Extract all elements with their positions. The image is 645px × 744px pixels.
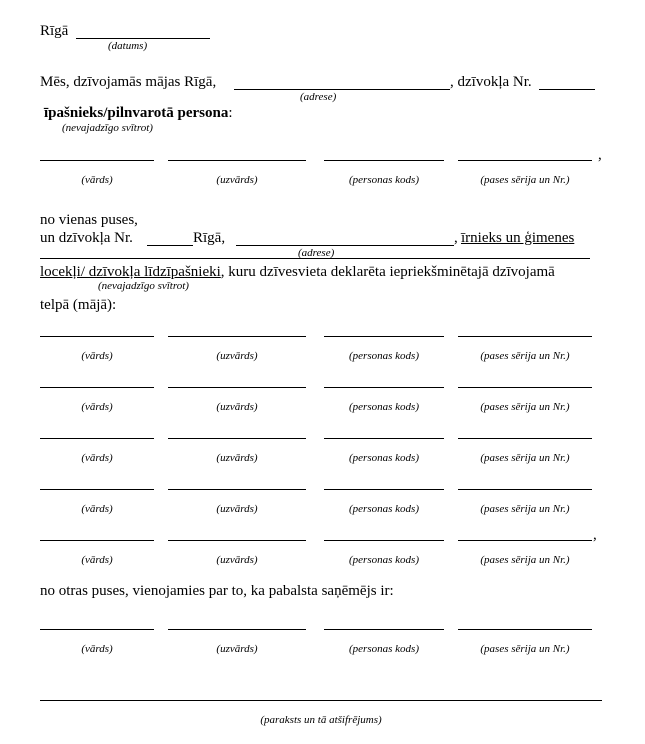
personal-code-field[interactable] <box>324 438 444 439</box>
personal-code-caption: (personas kods) <box>349 503 419 515</box>
signature-caption: (paraksts un tā atšifrējums) <box>260 714 382 726</box>
personal-code-caption: (personas kods) <box>349 401 419 413</box>
surname-field[interactable] <box>168 438 306 439</box>
name-caption: (vārds) <box>81 643 113 655</box>
owner-label-line <box>44 105 233 122</box>
passport-caption: (pases sērija un Nr.) <box>480 350 570 362</box>
owner-label: īpašnieks/pilnvarotā persona <box>44 105 229 121</box>
personal-code-caption: (personas kods) <box>349 643 419 655</box>
party-two-text: no otras puses, vienojamies par to, ka pabalsta saņēmējs ir: <box>40 583 394 599</box>
signature-line[interactable] <box>40 700 602 701</box>
surname-caption: (uzvārds) <box>216 401 258 413</box>
tenant-comma: , <box>454 230 458 246</box>
tenant-city-word: Rīgā, <box>193 230 226 246</box>
passport-field[interactable] <box>458 336 592 337</box>
party-one-text: no vienas puses, <box>40 212 138 228</box>
surname-caption: (uzvārds) <box>216 350 258 362</box>
personal-code-field[interactable] <box>324 336 444 337</box>
passport-field[interactable] <box>458 629 592 630</box>
passport-caption: (pases sērija un Nr.) <box>480 174 570 186</box>
name-field[interactable] <box>40 336 154 337</box>
name-caption: (vārds) <box>81 350 113 362</box>
personal-code-field[interactable] <box>324 160 444 161</box>
surname-field[interactable] <box>168 160 306 161</box>
personal-code-caption: (personas kods) <box>349 350 419 362</box>
telpa-text: telpā (mājā): <box>40 297 117 313</box>
passport-caption: (pases sērija un Nr.) <box>480 452 570 464</box>
personal-code-caption: (personas kods) <box>349 554 419 566</box>
tenant-apartment-blank[interactable] <box>147 245 193 246</box>
surname-caption: (uzvārds) <box>216 503 258 515</box>
passport-field[interactable] <box>458 489 592 490</box>
trailing-comma: , <box>598 147 602 163</box>
surname-field[interactable] <box>168 540 306 541</box>
name-caption: (vārds) <box>81 401 113 413</box>
trailing-comma: , <box>593 527 597 543</box>
name-caption: (vārds) <box>81 174 113 186</box>
name-caption: (vārds) <box>81 503 113 515</box>
passport-caption: (pases sērija un Nr.) <box>480 503 570 515</box>
personal-code-field[interactable] <box>324 489 444 490</box>
tenant-line-2 <box>40 264 555 281</box>
surname-field[interactable] <box>168 489 306 490</box>
surname-field[interactable] <box>168 629 306 630</box>
date-blank-line[interactable] <box>76 38 210 39</box>
personal-code-field[interactable] <box>324 387 444 388</box>
tenant-role-1: īrnieks un ģimenes <box>461 230 575 246</box>
tenant-line-2-rest: , kuru dzīvesvieta deklarēta iepriekšminētajā dzīvojamā <box>220 264 555 280</box>
surname-caption: (uzvārds) <box>216 452 258 464</box>
name-field[interactable] <box>40 489 154 490</box>
surname-caption: (uzvārds) <box>216 643 258 655</box>
intro-line-mid: , dzīvokļa Nr. <box>450 74 532 90</box>
passport-caption: (pases sērija un Nr.) <box>480 643 570 655</box>
address-blank-line[interactable] <box>234 89 450 90</box>
name-caption: (vārds) <box>81 452 113 464</box>
city-label <box>40 23 68 40</box>
personal-code-field[interactable] <box>324 540 444 541</box>
surname-caption: (uzvārds) <box>216 554 258 566</box>
name-field[interactable] <box>40 629 154 630</box>
tenant-line-start: un dzīvokļa Nr. <box>40 230 133 246</box>
address-caption: (adrese) <box>300 91 337 103</box>
apartment-blank-line[interactable] <box>539 89 595 90</box>
name-field[interactable] <box>40 160 154 161</box>
name-field[interactable] <box>40 438 154 439</box>
passport-field[interactable] <box>458 540 592 541</box>
surname-field[interactable] <box>168 387 306 388</box>
tenant-address-caption: (adrese) <box>298 247 335 259</box>
owner-strike-caption: (nevajadzīgo svītrot) <box>62 122 153 134</box>
tenant-role-2: locekļi/ dzīvokļa līdzīpašnieki <box>40 264 221 280</box>
tenant-address-blank[interactable] <box>236 245 454 246</box>
passport-caption: (pases sērija un Nr.) <box>480 401 570 413</box>
tenant-strike-caption: (nevajadzīgo svītrot) <box>98 280 189 292</box>
passport-field[interactable] <box>458 160 592 161</box>
passport-caption: (pases sērija un Nr.) <box>480 554 570 566</box>
intro-line-start: Mēs, dzīvojamās mājas Rīgā, <box>40 74 217 90</box>
personal-code-field[interactable] <box>324 629 444 630</box>
passport-field[interactable] <box>458 387 592 388</box>
surname-caption: (uzvārds) <box>216 174 258 186</box>
name-field[interactable] <box>40 387 154 388</box>
personal-code-caption: (personas kods) <box>349 174 419 186</box>
date-caption: (datums) <box>108 40 148 52</box>
personal-code-caption: (personas kods) <box>349 452 419 464</box>
name-caption: (vārds) <box>81 554 113 566</box>
name-field[interactable] <box>40 540 154 541</box>
city-text: Rīgā <box>40 23 69 39</box>
passport-field[interactable] <box>458 438 592 439</box>
surname-field[interactable] <box>168 336 306 337</box>
owner-label-suffix: : <box>228 105 233 121</box>
